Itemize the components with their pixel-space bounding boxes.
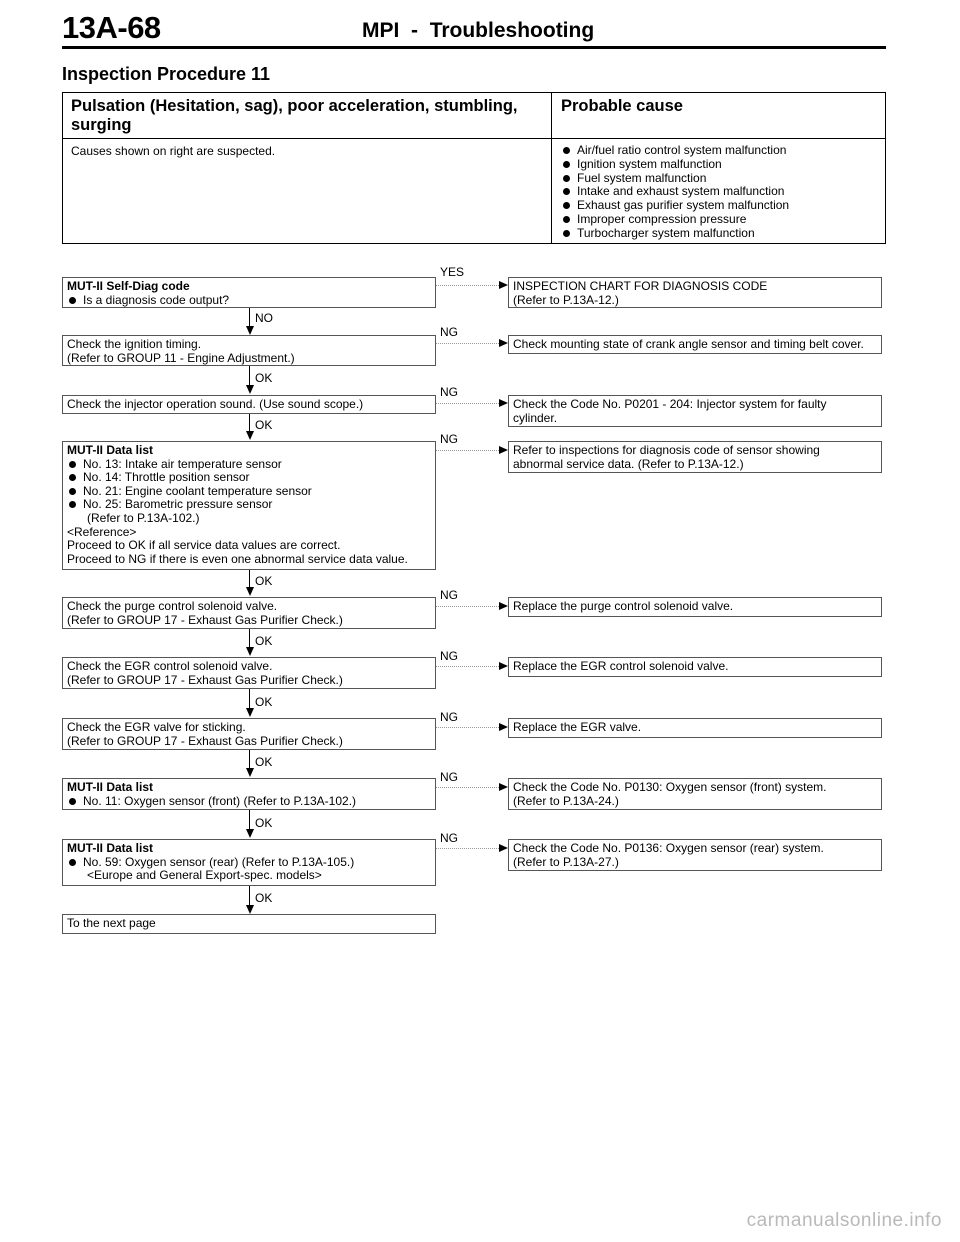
- next-label: OK: [255, 371, 273, 385]
- bullet-icon: [563, 202, 570, 209]
- next-label: OK: [255, 816, 273, 830]
- next-label: OK: [255, 695, 273, 709]
- bullet-icon: [69, 859, 76, 866]
- branch-label: YES: [440, 265, 465, 279]
- arrow-right-icon: [499, 844, 508, 852]
- step4-box: MUT-II Data list No. 13: Intake air temperature sensor No. 14: Throttle position sensor No. 21: Engine coolant temperature sensor No. 25: Barometric pressure sensor (Refer to P.13A-102.) <Reference> Proceed to OK if all service data values are correct. Proceed to NG if there is even one abnormal service data value.: [62, 441, 436, 570]
- step5-box: Check the purge control solenoid valve. (Refer to GROUP 17 - Exhaust Gas Purifier Check.): [62, 597, 436, 629]
- arrow-down-icon: [246, 431, 254, 440]
- step6-result-box: Replace the EGR control solenoid valve.: [508, 657, 882, 677]
- step8-box: MUT-II Data list No. 11: Oxygen sensor (front) (Refer to P.13A-102.): [62, 778, 436, 810]
- branch-label: NG: [440, 770, 458, 784]
- cause-header: Probable cause: [561, 97, 683, 115]
- step9-box: MUT-II Data list No. 59: Oxygen sensor (rear) (Refer to P.13A-105.) <Europe and General Export-spec. models>: [62, 839, 436, 886]
- bullet-icon: [563, 188, 570, 195]
- list-item: Turbocharger system malfunction: [561, 227, 789, 241]
- bullet-icon: [563, 161, 570, 168]
- arrow-right-icon: [499, 723, 508, 731]
- branch-label: NG: [440, 325, 458, 339]
- arrow-down-icon: [246, 829, 254, 838]
- connector: [436, 343, 499, 344]
- list-item: Air/fuel ratio control system malfunction: [561, 144, 789, 158]
- connector: [436, 787, 499, 788]
- next-label: OK: [255, 418, 273, 432]
- connector: [249, 810, 250, 830]
- bullet-icon: [69, 488, 76, 495]
- cause-list: [561, 144, 789, 241]
- connector: [249, 689, 250, 709]
- connector: [436, 727, 499, 728]
- list-item: No. 25: Barometric pressure sensor: [67, 498, 431, 512]
- connector: [249, 308, 250, 327]
- arrow-down-icon: [246, 708, 254, 717]
- list-item: No. 11: Oxygen sensor (front) (Refer to P.13A-102.): [67, 795, 431, 809]
- list-item: Intake and exhaust system malfunction: [561, 185, 789, 199]
- list-item: No. 21: Engine coolant temperature sensor: [67, 485, 431, 499]
- branch-label: NG: [440, 649, 458, 663]
- step3-box: Check the injector operation sound. (Use sound scope.): [62, 395, 436, 414]
- list-item: Exhaust gas purifier system malfunction: [561, 199, 789, 213]
- list-item: Ignition system malfunction: [561, 158, 789, 172]
- next-label: OK: [255, 755, 273, 769]
- step1-box: MUT-II Self-Diag code Is a diagnosis code output?: [62, 277, 436, 308]
- branch-label: NG: [440, 432, 458, 446]
- arrow-down-icon: [246, 768, 254, 777]
- step5-result-box: Replace the purge control solenoid valve.: [508, 597, 882, 617]
- next-label: OK: [255, 634, 273, 648]
- arrow-down-icon: [246, 385, 254, 394]
- connector: [436, 606, 499, 607]
- arrow-right-icon: [499, 446, 508, 454]
- bullet-icon: [69, 297, 76, 304]
- step3-result-box: Check the Code No. P0201 - 204: Injector system for faulty cylinder.: [508, 395, 882, 427]
- step2-result-box: Check mounting state of crank angle sensor and timing belt cover.: [508, 335, 882, 354]
- header-rule: [62, 46, 886, 49]
- symptom-header: Pulsation (Hesitation, sag), poor acceleration, stumbling, surging: [71, 97, 518, 134]
- list-item: No. 59: Oxygen sensor (rear) (Refer to P.13A-105.): [67, 856, 431, 870]
- arrow-down-icon: [246, 587, 254, 596]
- step4-result-box: Refer to inspections for diagnosis code of sensor showing abnormal service data. (Refer to P.13A-12.): [508, 441, 882, 473]
- next-label: OK: [255, 574, 273, 588]
- connector: [436, 848, 499, 849]
- list-item: Fuel system malfunction: [561, 172, 789, 186]
- arrow-right-icon: [499, 783, 508, 791]
- connector: [436, 450, 499, 451]
- step1-result-box: INSPECTION CHART FOR DIAGNOSIS CODE (Refer to P.13A-12.): [508, 277, 882, 308]
- branch-label: NG: [440, 588, 458, 602]
- page-header-title: MPI - Troubleshooting: [362, 19, 595, 42]
- bullet-icon: [69, 474, 76, 481]
- arrow-right-icon: [499, 602, 508, 610]
- watermark: carmanualsonline.info: [746, 1210, 942, 1231]
- bullet-icon: [563, 175, 570, 182]
- connector: [249, 570, 250, 588]
- bullet-icon: [563, 216, 570, 223]
- connector: [436, 666, 499, 667]
- connector: [249, 750, 250, 769]
- arrow-right-icon: [499, 339, 508, 347]
- list-item: Improper compression pressure: [561, 213, 789, 227]
- symptom-text: Causes shown on right are suspected.: [71, 144, 276, 158]
- branch-label: NG: [440, 385, 458, 399]
- bullet-icon: [563, 147, 570, 154]
- connector: [249, 414, 250, 432]
- arrow-down-icon: [246, 905, 254, 914]
- branch-label: NG: [440, 831, 458, 845]
- symptom-cause-table: [62, 92, 886, 244]
- arrow-right-icon: [499, 399, 508, 407]
- list-item: Is a diagnosis code output?: [67, 294, 431, 308]
- arrow-right-icon: [499, 281, 508, 289]
- connector: [249, 886, 250, 906]
- step7-result-box: Replace the EGR valve.: [508, 718, 882, 738]
- step7-box: Check the EGR valve for sticking. (Refer to GROUP 17 - Exhaust Gas Purifier Check.): [62, 718, 436, 750]
- next-label: OK: [255, 891, 273, 905]
- branch-label: NG: [440, 710, 458, 724]
- step2-box: Check the ignition timing. (Refer to GROUP 11 - Engine Adjustment.): [62, 335, 436, 366]
- next-page-box: To the next page: [62, 914, 436, 934]
- step6-box: Check the EGR control solenoid valve. (Refer to GROUP 17 - Exhaust Gas Purifier Check.): [62, 657, 436, 689]
- list-item: No. 13: Intake air temperature sensor: [67, 458, 431, 472]
- connector: [249, 366, 250, 386]
- step9-result-box: Check the Code No. P0136: Oxygen sensor (rear) system. (Refer to P.13A-27.): [508, 839, 882, 871]
- bullet-icon: [69, 501, 76, 508]
- connector: [436, 403, 499, 404]
- arrow-down-icon: [246, 326, 254, 335]
- bullet-icon: [69, 461, 76, 468]
- arrow-right-icon: [499, 662, 508, 670]
- bullet-icon: [563, 230, 570, 237]
- step8-result-box: Check the Code No. P0130: Oxygen sensor (front) system. (Refer to P.13A-24.): [508, 778, 882, 810]
- connector: [436, 285, 499, 286]
- page-number: 13A-68: [62, 10, 161, 45]
- procedure-title: Inspection Procedure 11: [62, 64, 271, 84]
- arrow-down-icon: [246, 647, 254, 656]
- bullet-icon: [69, 798, 76, 805]
- next-label: NO: [255, 311, 273, 325]
- list-item: No. 14: Throttle position sensor: [67, 471, 431, 485]
- connector: [249, 629, 250, 648]
